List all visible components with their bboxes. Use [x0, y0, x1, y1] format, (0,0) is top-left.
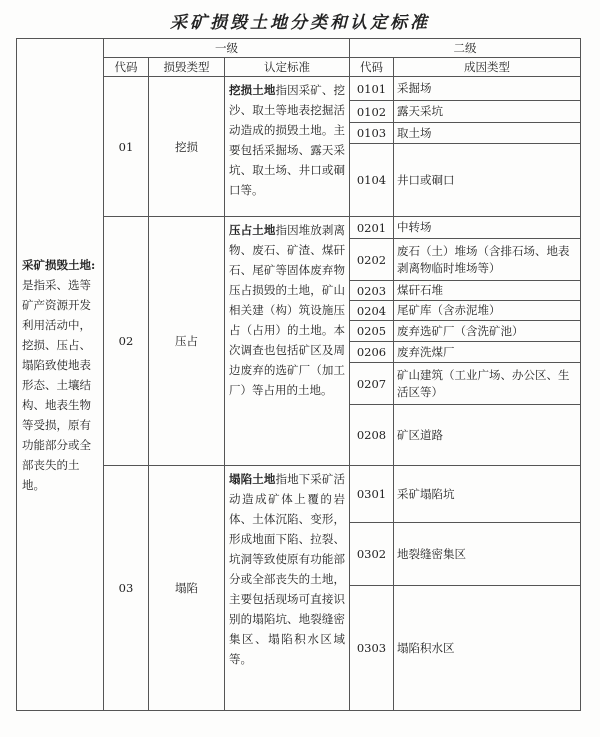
header-criteria: 认定标准 — [225, 58, 350, 77]
page-title: 采矿损毁土地分类和认定标准 — [170, 13, 430, 33]
definition-term: 采矿损毁土地: — [22, 257, 96, 272]
item-name: 塌陷积水区 — [394, 586, 581, 711]
item-code: 0301 — [350, 466, 394, 523]
item-code: 0206 — [350, 342, 394, 363]
item-code: 0204 — [350, 301, 394, 321]
header-level1: 一级 — [104, 39, 350, 58]
group-type: 塌陷 — [149, 466, 225, 711]
group-code: 01 — [104, 77, 149, 217]
header-level2: 二级 — [350, 39, 581, 58]
item-name: 矿区道路 — [394, 405, 581, 466]
group-criteria — [225, 217, 350, 466]
item-code: 0202 — [350, 239, 394, 281]
criteria-term: 压占土地 — [229, 223, 276, 237]
item-code: 0102 — [350, 101, 394, 123]
item-code: 0203 — [350, 281, 394, 301]
group-criteria — [225, 466, 350, 711]
group-type: 挖损 — [149, 77, 225, 217]
item-name: 废弃洗煤厂 — [394, 342, 581, 363]
group-code: 03 — [104, 466, 149, 711]
group-type: 压占 — [149, 217, 225, 466]
item-name: 废弃选矿厂（含洗矿池） — [394, 321, 581, 342]
header-code2: 代码 — [350, 58, 394, 77]
header-damage-type: 损毁类型 — [149, 58, 225, 77]
item-name: 中转场 — [394, 217, 581, 239]
item-name: 矿山建筑（工业广场、办公区、生活区等） — [394, 363, 581, 405]
item-name: 采矿塌陷坑 — [394, 466, 581, 523]
item-code: 0207 — [350, 363, 394, 405]
definition-cell — [17, 39, 104, 711]
item-name: 煤矸石堆 — [394, 281, 581, 301]
item-name: 采掘场 — [394, 77, 581, 101]
item-name: 尾矿库（含赤泥堆） — [394, 301, 581, 321]
group-code: 02 — [104, 217, 149, 466]
item-code: 0302 — [350, 523, 394, 586]
definition-text: 是指采、选等矿产资源开发利用活动中，挖损、压占、塌陷致使地表形态、土壤结构、地表生物等受损，原有功能部分或全部丧失的土地。 — [22, 277, 91, 492]
item-code: 0303 — [350, 586, 394, 711]
item-code: 0205 — [350, 321, 394, 342]
item-code: 0208 — [350, 405, 394, 466]
item-name: 井口或硐口 — [394, 144, 581, 217]
item-code: 0201 — [350, 217, 394, 239]
criteria-term: 塌陷土地 — [229, 472, 276, 486]
criteria-text: 指因采矿、挖沙、取土等地表挖掘活动造成的损毁土地。主要包括采掘场、露天采坑、取土场、井口或硐口等。 — [229, 83, 346, 197]
classification-table — [16, 38, 581, 711]
criteria-term: 挖损土地 — [229, 83, 276, 97]
criteria-text: 指因堆放剥离物、废石、矿渣、煤矸石、尾矿等固体废弃物压占损毁的土地，矿山相关建（构）筑设施压占（占用）的土地。本次调查也包括矿区及周边废弃的选矿厂（加工厂）等占用的土地。 — [229, 223, 346, 397]
criteria-text: 指地下采矿活动造成矿体上覆的岩体、土体沉陷、变形，形成地面下陷、拉裂、坑洞等致使原有功能部分或全部丧失的土地，主要包括现场可直接识别的塌陷坑、地裂缝密集区、塌陷积水区域等。 — [229, 472, 346, 666]
group-criteria — [225, 77, 350, 217]
item-code: 0101 — [350, 77, 394, 101]
item-name: 露天采坑 — [394, 101, 581, 123]
item-code: 0104 — [350, 144, 394, 217]
item-name: 废石（土）堆场（含排石场、地表剥离物临时堆场等） — [394, 239, 581, 281]
header-code: 代码 — [104, 58, 149, 77]
item-name: 地裂缝密集区 — [394, 523, 581, 586]
item-code: 0103 — [350, 123, 394, 144]
header-cause-type: 成因类型 — [394, 58, 581, 77]
item-name: 取土场 — [394, 123, 581, 144]
